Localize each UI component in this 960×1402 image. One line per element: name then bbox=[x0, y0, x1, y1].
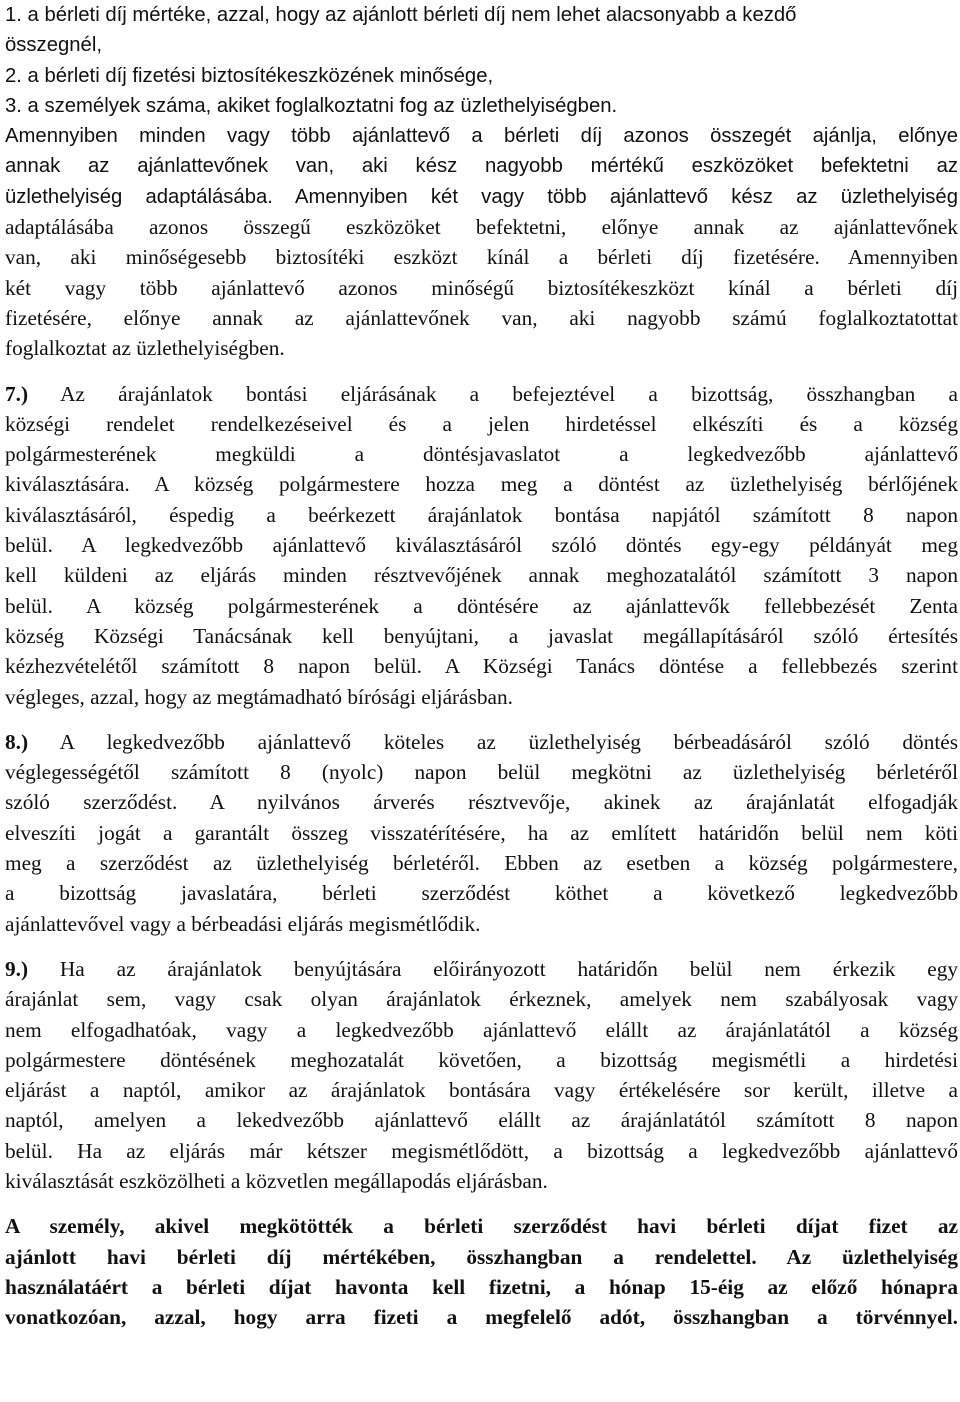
paragraph-line: ajánlattevővel vagy a bérbeadási eljárás megismétlődik. bbox=[5, 911, 481, 936]
section-8 bbox=[5, 727, 958, 939]
final-bold-paragraph bbox=[5, 1211, 958, 1332]
criteria-item-2: 2. a bérleti díj fizetési biztosítékeszközének minősége, bbox=[5, 64, 494, 87]
paragraph-line: vonatkozóan, azzal, hogy arra fizeti a megfelelő adót, összhangban a törvénnyel. bbox=[5, 1305, 958, 1330]
section-first-line: 9.) Ha az árajánlatok benyújtására előirányozott határidőn belül nem érkezik egy bbox=[5, 956, 958, 981]
paragraph-line: belül. Ha az eljárás már kétszer megismétlődött, a bizottság a legkedvezőbb ajánlattevő bbox=[5, 1138, 958, 1163]
criteria-item-1: 1. a bérleti díj mértéke, azzal, hogy az ajánlott bérleti díj nem lehet alacsonyabb a kezdő bbox=[5, 4, 797, 26]
paragraph-line: használatáért a bérleti díjat havonta kell fizetni, a hónap 15-éig az előző hónapra bbox=[5, 1274, 958, 1299]
paragraph-line: A személy, akivel megkötötték a bérleti szerződést havi bérleti díjat fizet az bbox=[5, 1214, 958, 1239]
paragraph-line: van, aki minőségesebb biztosítéki eszközt kínál a bérleti díj fizetésére. Amennyiben bbox=[5, 245, 958, 270]
paragraph-line: belül. A legkedvezőbb ajánlattevő kiválasztásáról szóló döntés egy-egy példányát meg bbox=[5, 533, 958, 558]
criteria-item-1-cont: összegnél, bbox=[5, 34, 102, 57]
paragraph-line: árajánlat sem, vagy csak olyan árajánlatok érkeznek, amelyek nem szabályosak vagy bbox=[5, 987, 958, 1012]
paragraph-line: nem elfogadhatóak, vagy a legkedvezőbb ajánlattevő elállt az árajánlatától a község bbox=[5, 1017, 958, 1042]
paragraph-line: két vagy több ajánlattevő azonos minőségű biztosítékeszközt kínál a bérleti díj bbox=[5, 275, 958, 300]
document-page bbox=[5, 0, 958, 1332]
paragraph-line: polgármesterének megküldi a döntésjavaslatot a legkedvezőbb ajánlattevő bbox=[5, 442, 958, 467]
paragraph-line: szóló szerződést. A nyilvános árverés résztvevője, akinek az árajánlatát elfogadják bbox=[5, 790, 958, 815]
paragraph-line: a bizottság javaslatára, bérleti szerződést köthet a következő legkedvezőbb bbox=[5, 881, 958, 906]
section-first-line: 7.) Az árajánlatok bontási eljárásának a befejeztével a bizottság, összhangban a bbox=[5, 381, 958, 406]
section-number: 9.) bbox=[5, 956, 29, 981]
paragraph-line: kiválasztásáról, éspedig a beérkezett árajánlatok bontása napjától számított 8 napon bbox=[5, 502, 958, 527]
section-number: 7.) bbox=[5, 381, 29, 406]
paragraph-line: kézhezvételétől számított 8 napon belül. A Községi Tanács döntése a fellebbezés szerint bbox=[5, 654, 958, 679]
paragraph-line: kell küldeni az eljárás minden résztvevőjének annak meghozatalától számított 3 napon bbox=[5, 563, 958, 588]
paragraph-line: község Községi Tanácsának kell benyújtani, a javaslat megállapításáról szóló értesítés bbox=[5, 623, 958, 648]
paragraph-line: naptól, amelyen a lekedvezőbb ajánlattevő elállt az árajánlatától számított 8 napon bbox=[5, 1108, 958, 1133]
paragraph-line: adaptálásába azonos összegű eszközöket befektetni, előnye annak az ajánlattevőnek bbox=[5, 215, 958, 240]
paragraph-line: végleges, azzal, hogy az megtámadható bírósági eljárásban. bbox=[5, 684, 513, 709]
paragraph-line: polgármestere döntésének meghozatalát követően, a bizottság megismétli a hirdetési bbox=[5, 1047, 958, 1072]
paragraph-line: meg a szerződést az üzlethelyiség bérletéről. Ebben az esetben a község polgármestere, bbox=[5, 851, 958, 876]
paragraph-line: fizetésére, előnye annak az ajánlattevőnek van, aki nagyobb számú foglalkoztatottat bbox=[5, 305, 958, 330]
paragraph-line: annak az ajánlattevőnek van, aki kész nagyobb mértékű eszközöket befektetni az bbox=[5, 155, 958, 178]
paragraph-line: községi rendelet rendelkezéseivel és a jelen hirdetéssel elkészíti és a község bbox=[5, 411, 958, 436]
criteria-item-3: 3. a személyek száma, akiket foglalkoztatni fog az üzlethelyiségben. bbox=[5, 94, 618, 117]
paragraph-line: kiválasztását eszközölheti a közvetlen megállapodás eljárásban. bbox=[5, 1168, 548, 1193]
tiebreak-paragraph bbox=[5, 121, 958, 363]
paragraph-line: elveszíti jogát a garantált összeg visszatérítésére, ha az említett határidőn belül nem köti bbox=[5, 820, 958, 845]
paragraph-line: üzlethelyiség adaptálásába. Amennyiben két vagy több ajánlattevő kész az üzlethelyiség bbox=[5, 185, 958, 208]
section-9 bbox=[5, 954, 958, 1196]
paragraph-line: eljárást a naptól, amikor az árajánlatok bontására vagy értékelésére sor került, illetve a bbox=[5, 1078, 958, 1103]
section-first-line: 8.) A legkedvezőbb ajánlattevő köteles az üzlethelyiség bérbeadásáról szóló döntés bbox=[5, 729, 958, 754]
paragraph-line: belül. A község polgármesterének a döntésére az ajánlattevők fellebbezését Zenta bbox=[5, 593, 958, 618]
paragraph-line: ajánlott havi bérleti díj mértékében, összhangban a rendelettel. Az üzlethelyiség bbox=[5, 1244, 958, 1269]
paragraph-line: kiválasztására. A község polgármestere hozza meg a döntést az üzlethelyiség bérlőjének bbox=[5, 472, 958, 497]
section-7 bbox=[5, 379, 958, 712]
criteria-list bbox=[5, 0, 958, 121]
paragraph-line: foglalkoztat az üzlethelyiségben. bbox=[5, 336, 285, 361]
section-number: 8.) bbox=[5, 729, 29, 754]
paragraph-line: véglegességétől számított 8 (nyolc) napon belül megkötni az üzlethelyiség bérletéről bbox=[5, 760, 958, 785]
paragraph-line: Amennyiben minden vagy több ajánlattevő a bérleti díj azonos összegét ajánlja, előnye bbox=[5, 125, 958, 148]
